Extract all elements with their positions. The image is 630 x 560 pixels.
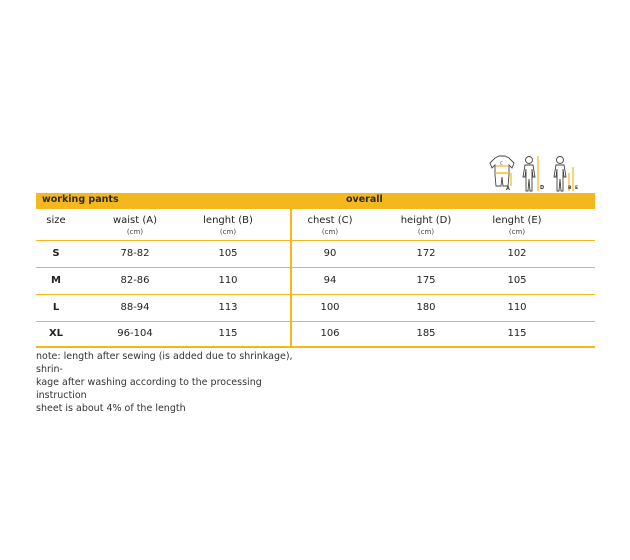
diagram-label-e: E xyxy=(575,186,579,191)
note-line: sheet is about 4% of the length xyxy=(36,403,186,414)
table-cell-length-b: 113 xyxy=(218,302,238,313)
measurement-diagram-svg xyxy=(485,155,595,195)
diagram-label-b: B xyxy=(568,186,572,191)
row-divider xyxy=(36,321,595,322)
diagram-label-a: A xyxy=(506,186,510,192)
diagram-label-c: C xyxy=(500,161,503,166)
table-cell-length-e: 105 xyxy=(507,275,527,286)
shrinkage-note xyxy=(36,350,306,415)
table-cell-chest: 94 xyxy=(323,275,337,286)
person-height-icon xyxy=(523,156,538,191)
column-header-size: size xyxy=(46,215,66,226)
table-cell-chest: 90 xyxy=(323,248,337,259)
column-header-height: height (D) (cm) xyxy=(400,215,452,236)
row-divider xyxy=(36,240,595,241)
table-cell-size: L xyxy=(52,302,60,313)
table-cell-waist: 78-82 xyxy=(120,248,150,259)
diagram-label-d: D xyxy=(540,185,545,191)
table-cell-height: 175 xyxy=(416,275,436,286)
column-header-waist: waist (A) (cm) xyxy=(112,215,158,236)
table-cell-length-e: 102 xyxy=(507,248,527,259)
table-cell-height: 185 xyxy=(416,328,436,339)
table-cell-length-b: 110 xyxy=(218,275,238,286)
column-header-length-e: lenght (E) (cm) xyxy=(492,215,542,236)
table-header-band xyxy=(36,193,595,209)
note-line: kage after washing according to the processing instruction xyxy=(36,377,262,401)
table-cell-waist: 82-86 xyxy=(120,275,150,286)
table-cell-size: XL xyxy=(48,328,64,339)
table-cell-length-e: 110 xyxy=(507,302,527,313)
table-cell-chest: 100 xyxy=(320,302,340,313)
table-cell-chest: 106 xyxy=(320,328,340,339)
table-bottom-rule xyxy=(36,346,595,348)
table-cell-size: M xyxy=(51,275,61,286)
column-header-length-b: lenght (B) (cm) xyxy=(203,215,253,236)
table-cell-size: S xyxy=(52,248,60,259)
column-header-chest: chest (C) (cm) xyxy=(307,215,353,236)
table-cell-waist: 88-94 xyxy=(120,302,150,313)
table-cell-height: 172 xyxy=(416,248,436,259)
table-cell-height: 180 xyxy=(416,302,436,313)
measurement-diagrams xyxy=(485,155,595,195)
table-cell-length-e: 115 xyxy=(507,328,527,339)
section-label-working-pants: working pants xyxy=(42,194,119,205)
row-divider xyxy=(36,294,595,295)
note-line: note: length after sewing (is added due to shrinkage), shrin- xyxy=(36,351,293,375)
row-divider xyxy=(36,267,595,268)
table-cell-length-b: 105 xyxy=(218,248,238,259)
table-cell-waist: 96-104 xyxy=(117,328,153,339)
section-label-overall: overall xyxy=(346,194,383,205)
table-cell-length-b: 115 xyxy=(218,328,238,339)
